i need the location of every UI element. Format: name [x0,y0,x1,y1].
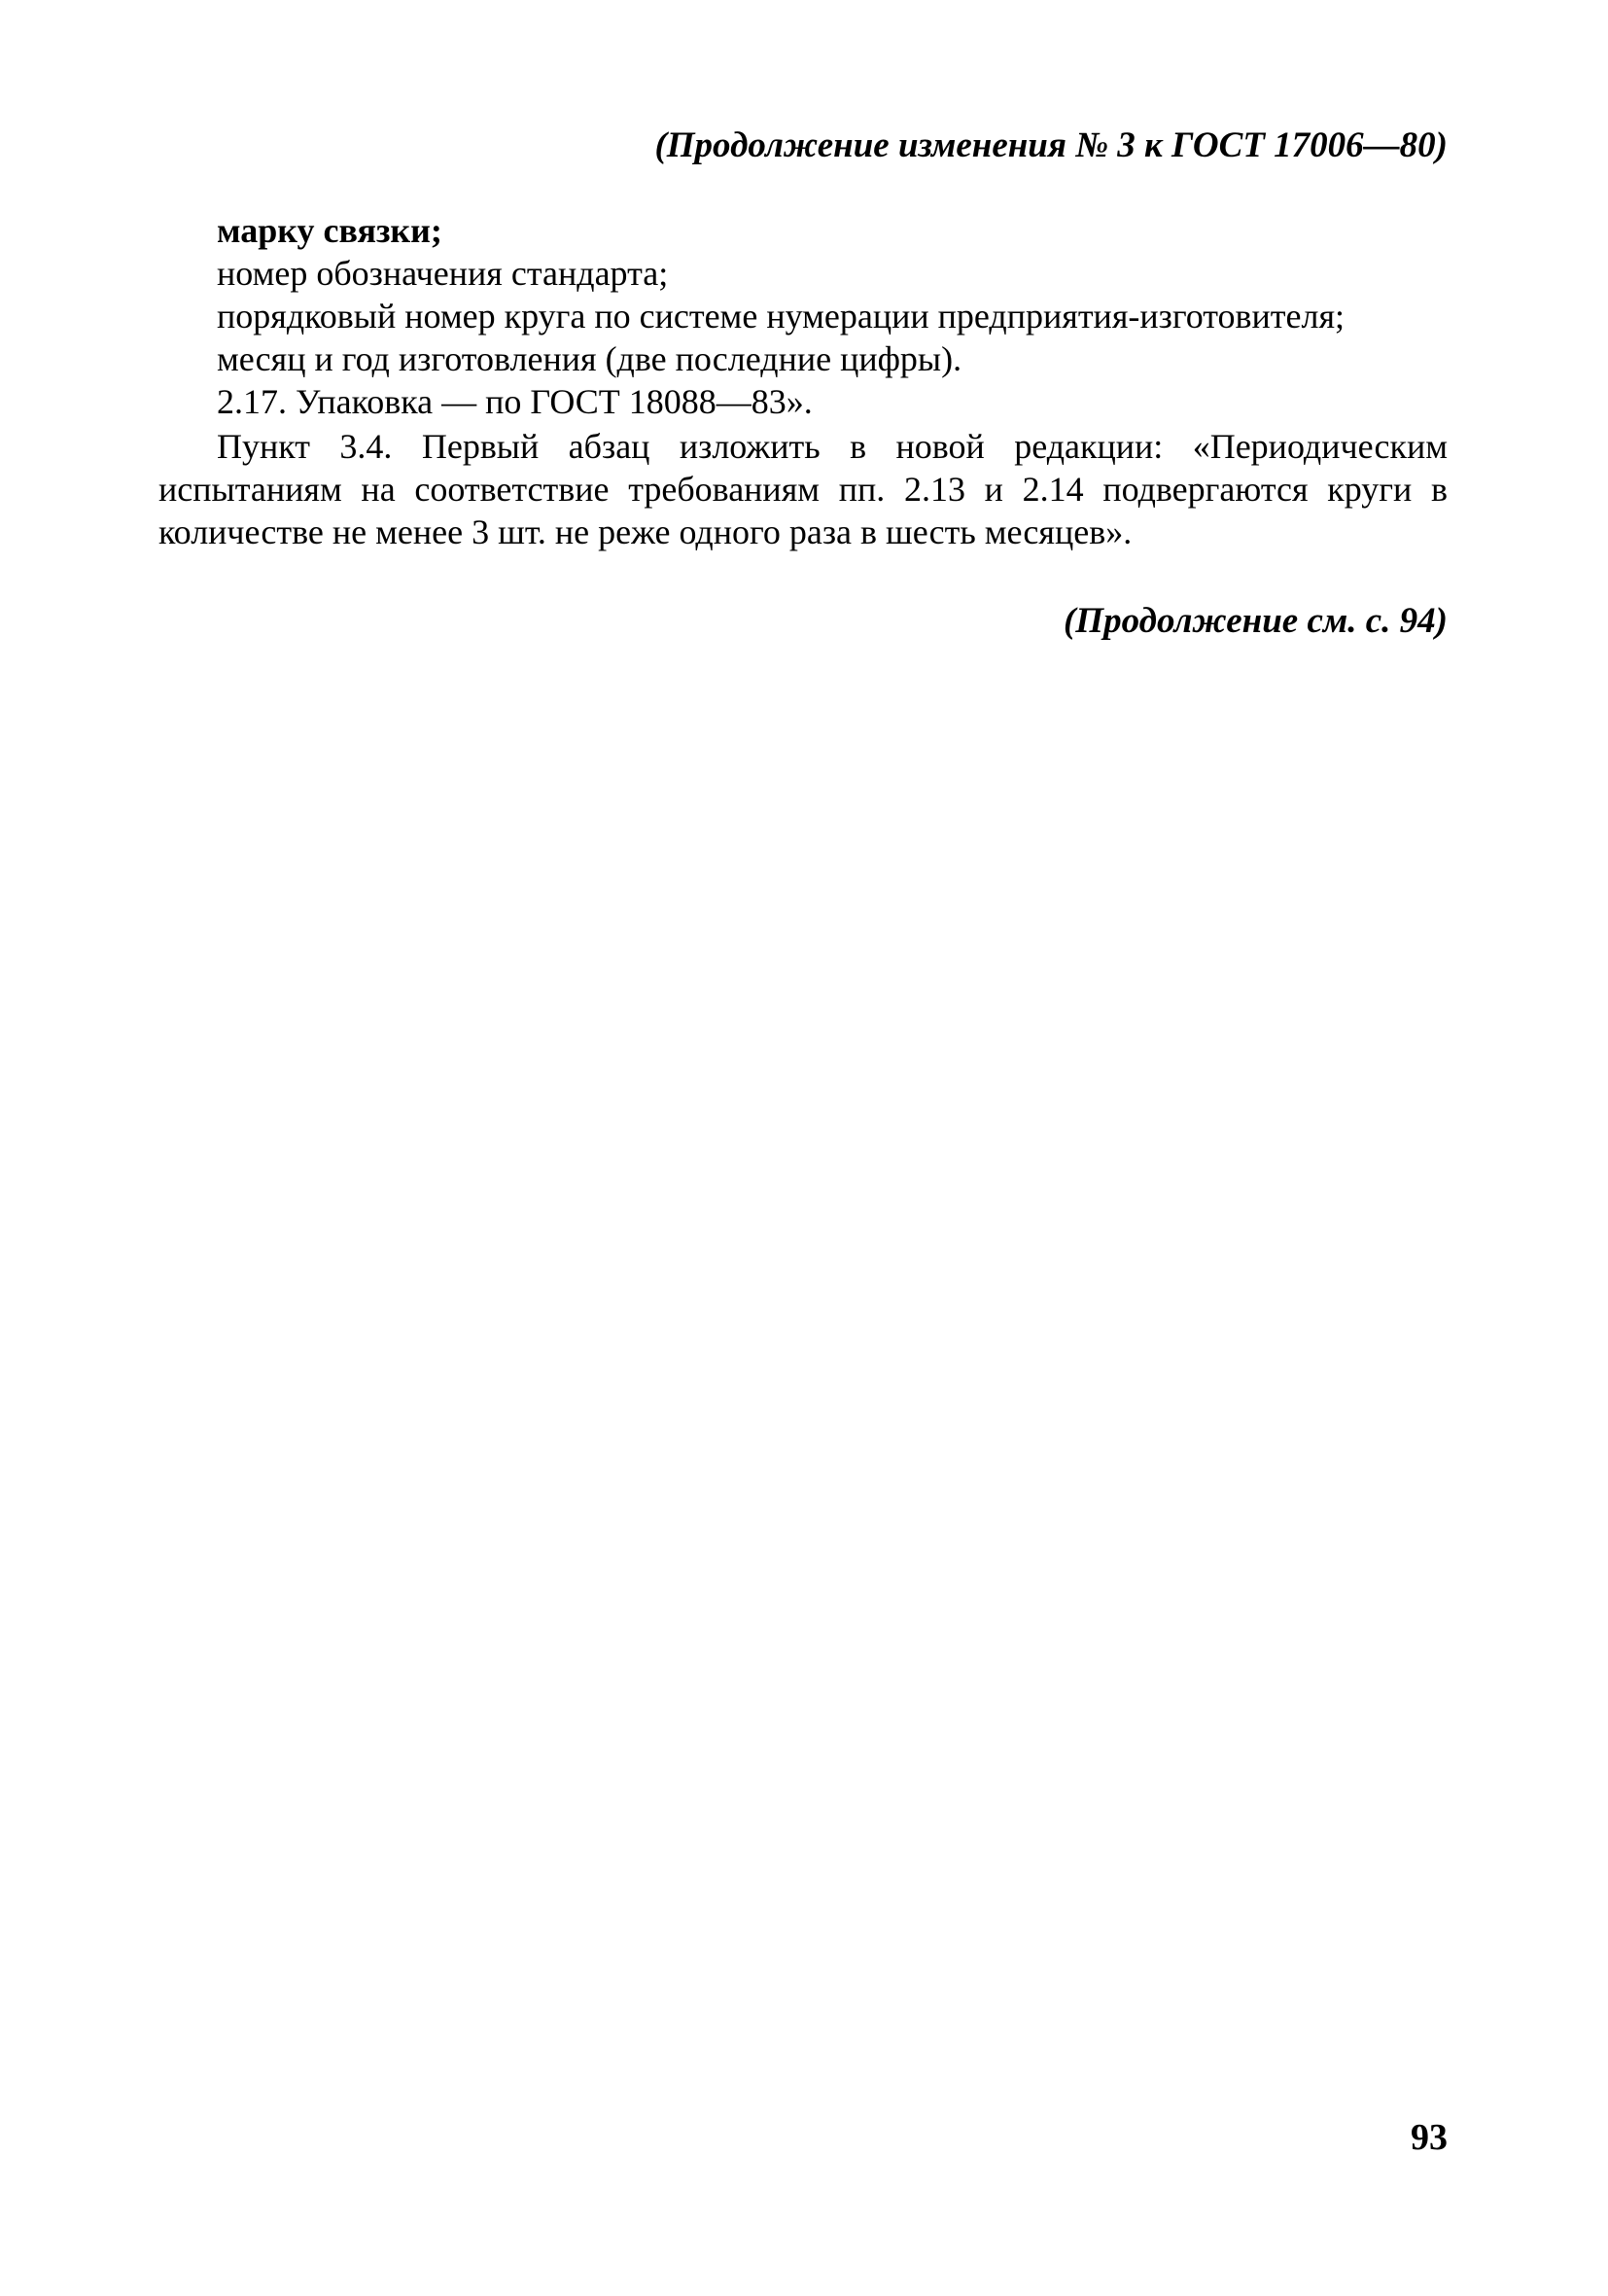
list-item: номер обозначения стандарта; [217,254,669,293]
document-body [158,209,1448,553]
list-item: порядковый номер круга по системе нумерации предприятия-изготовителя; [217,297,1345,336]
clause-2-17: 2.17. Упаковка — по ГОСТ 18088—83». [217,382,813,421]
list-item: месяц и год изготовления (две последние цифры). [217,339,962,378]
running-header: (Продолжение изменения № 3 к ГОСТ 17006—80) [654,125,1448,165]
page-number: 93 [1411,2117,1448,2158]
continuation-note: (Продолжение см. с. 94) [1063,601,1448,641]
clause-3-4-paragraph: Пункт 3.4. Первый абзац изложить в новой редакции: «Периодическим испытаниям на соответствие требованиям пп. 2.13 и 2.14 подвергаются круги в количестве не менее 3 шт. не реже одного раза в шесть месяцев». [158,427,1448,551]
list-item: марку связки; [217,211,442,250]
